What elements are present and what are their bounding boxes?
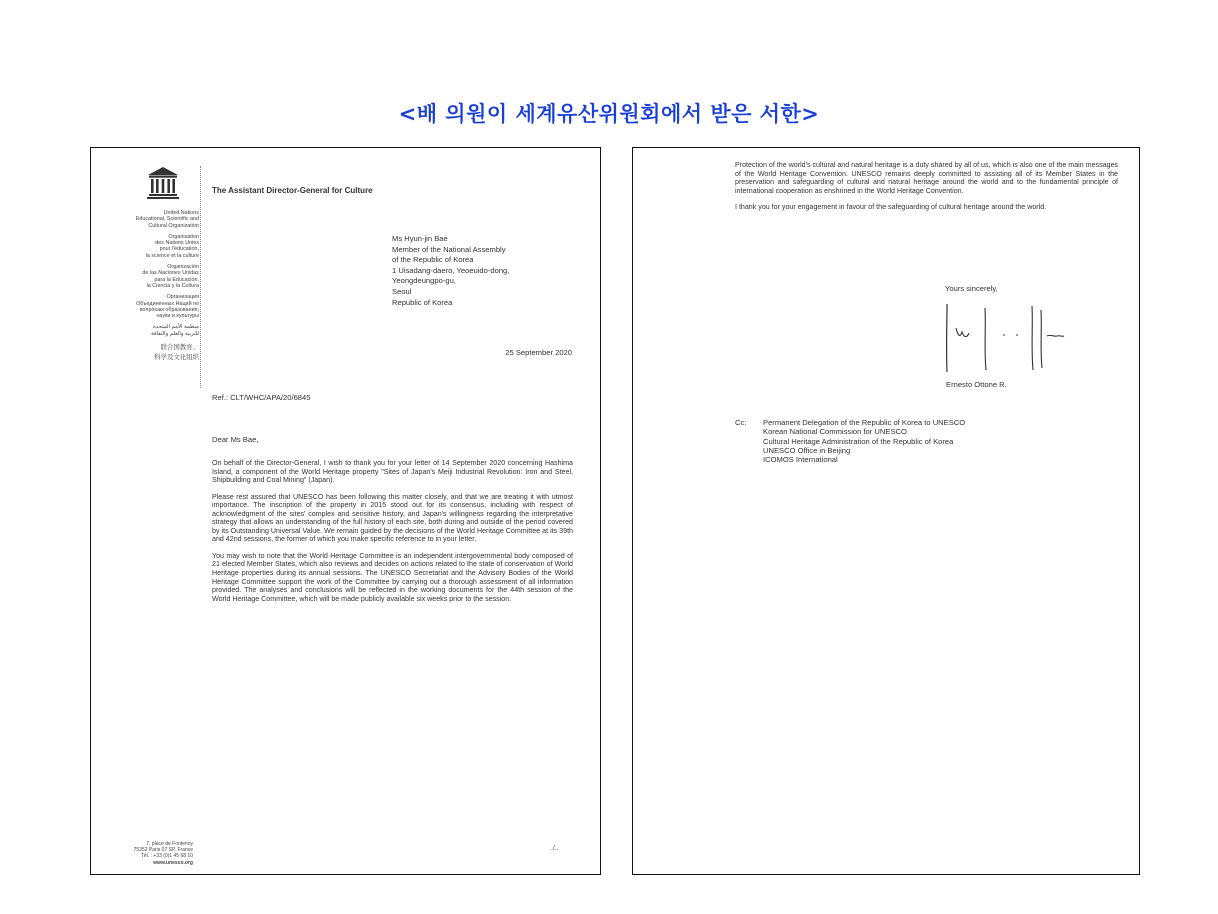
handwritten-signature-icon (939, 300, 1069, 375)
organization-names (111, 210, 199, 367)
letter-page-1 (90, 147, 601, 875)
footer-address (109, 841, 193, 866)
closing: Yours sincerely, (945, 284, 998, 293)
addressee-line: Member of the National Assembly (392, 244, 506, 254)
body-paragraph: On behalf of the Director-General, I wish to thank you for your letter of 14 September 2020 concerning Hashima Island, a component of the World Heritage property "Sites of Japan's Meiji Industrial Revolution: Iron and Steel, Shipbuilding and Coal Mining" (Japan). (212, 459, 573, 485)
cc-recipient: Cultural Heritage Administration of the Republic of Korea (763, 436, 954, 446)
body-paragraph: Protection of the world's cultural and natural heritage is a duty shared by all of us, which is also one of the main messages of the World Heritage Convention. UNESCO remains deeply committed to assisting all of its Member States in the preservation and safeguarding of cultural and natural heritage around the world and to the fundamental principle of international cooperation as enshrined in the World Heritage Convention. (735, 161, 1118, 195)
footer-line: 7, place de Fontenoy (146, 841, 193, 847)
org-name-zh: 联合国教育、 科学及文化组织 (154, 343, 199, 362)
org-name-fr: Organisation des Nations Unies pour l'éducation, la science et la culture (145, 233, 199, 259)
footer-website: www.unesco.org (153, 859, 193, 866)
letter-body-page-2 (735, 161, 1118, 220)
org-name-en: United Nations Educational, Scientific and Cultural Organization (135, 210, 199, 229)
cc-label: Cc: (735, 418, 747, 427)
signer-name: Ernesto Ottone R. (946, 380, 1007, 389)
letter-date: 25 September 2020 (505, 348, 572, 357)
cc-recipient: Permanent Delegation of the Republic of Korea to UNESCO (763, 418, 966, 427)
footer-line: 75352 Paris 07 SP, France (133, 847, 193, 854)
cc-recipient: Korean National Commission for UNESCO (763, 427, 907, 437)
addressee-block (392, 234, 509, 308)
continuation-mark: ../.. (549, 845, 559, 852)
org-name-ru: Организация Объединенных Наций по вопросам образования, науки и культуры (136, 294, 199, 320)
body-paragraph: You may wish to note that the World Heritage Committee is an independent intergovernmental body composed of 21 elected Member States, which also reviews and decides on actions related to the state of conservation of World Heritage properties during its annual sessions. The UNESCO Secretariat and the Advisory Bodies of the World Heritage Committee support the work of the Committee by carrying out a thorough assessment of all information provided. The analyses and conclusions will be reflected in the working documents for the 44th session of the World Heritage Committee, which will be made publicly available six weeks prior to the session. (212, 551, 573, 603)
org-name-ar: منظمة الأمم المتحدة للتربية والعلم والثقافة (151, 324, 199, 337)
reference-number: Ref.: CLT/WHC/APA/20/6845 (212, 393, 311, 402)
letter-page-2 (632, 147, 1140, 875)
unesco-temple-logo-icon (146, 166, 180, 200)
cc-recipient: ICOMOS International (763, 455, 838, 465)
addressee-line: Seoul (392, 286, 412, 296)
addressee-line: of the Republic of Korea (392, 255, 474, 265)
addressee-line: Republic of Korea (392, 297, 453, 307)
cc-recipients (763, 418, 965, 464)
org-name-es: Organización de las Naciones Unidas para la Educación, la Ciencia y la Cultura (142, 264, 199, 289)
image-caption: <배 의원이 세계유산위원회에서 받은 서한> (398, 102, 820, 126)
addressee-line: 1 Uisadang-daero, Yeoeuido-dong, (392, 265, 510, 275)
addressee-line: Ms Hyun-jin Bae (392, 234, 448, 243)
footer-line: Tél. : +33 (0)1 45 68 10 (140, 853, 193, 860)
letterhead-title: The Assistant Director-General for Culture (212, 186, 373, 195)
addressee-line: Yeongdeungpo-gu, (392, 276, 456, 286)
letter-body-page-1 (212, 459, 573, 611)
body-paragraph: I thank you for your engagement in favour of the safeguarding of cultural heritage around the world. (735, 203, 1047, 212)
dotted-separator (200, 166, 204, 388)
cc-recipient: UNESCO Office in Beijing (763, 445, 851, 455)
salutation: Dear Ms Bae, (212, 435, 259, 444)
body-paragraph: Please rest assured that UNESCO has been following this matter closely, and that we are treating it with utmost importance. The inscription of the property in 2015 stood out for its consensus, including with respect of acknowledgment of the sites' complex and sensitive history, and Japan's willingness regarding the interpretative strategy that allows an understanding of the full history of each site, both during and outside of the period covered by its Outstanding Universal Value. We remain guided by the decisions of the World Heritage Committee at its 39th and 42nd sessions, the former of which you make specific reference to in your letter. (212, 492, 573, 544)
